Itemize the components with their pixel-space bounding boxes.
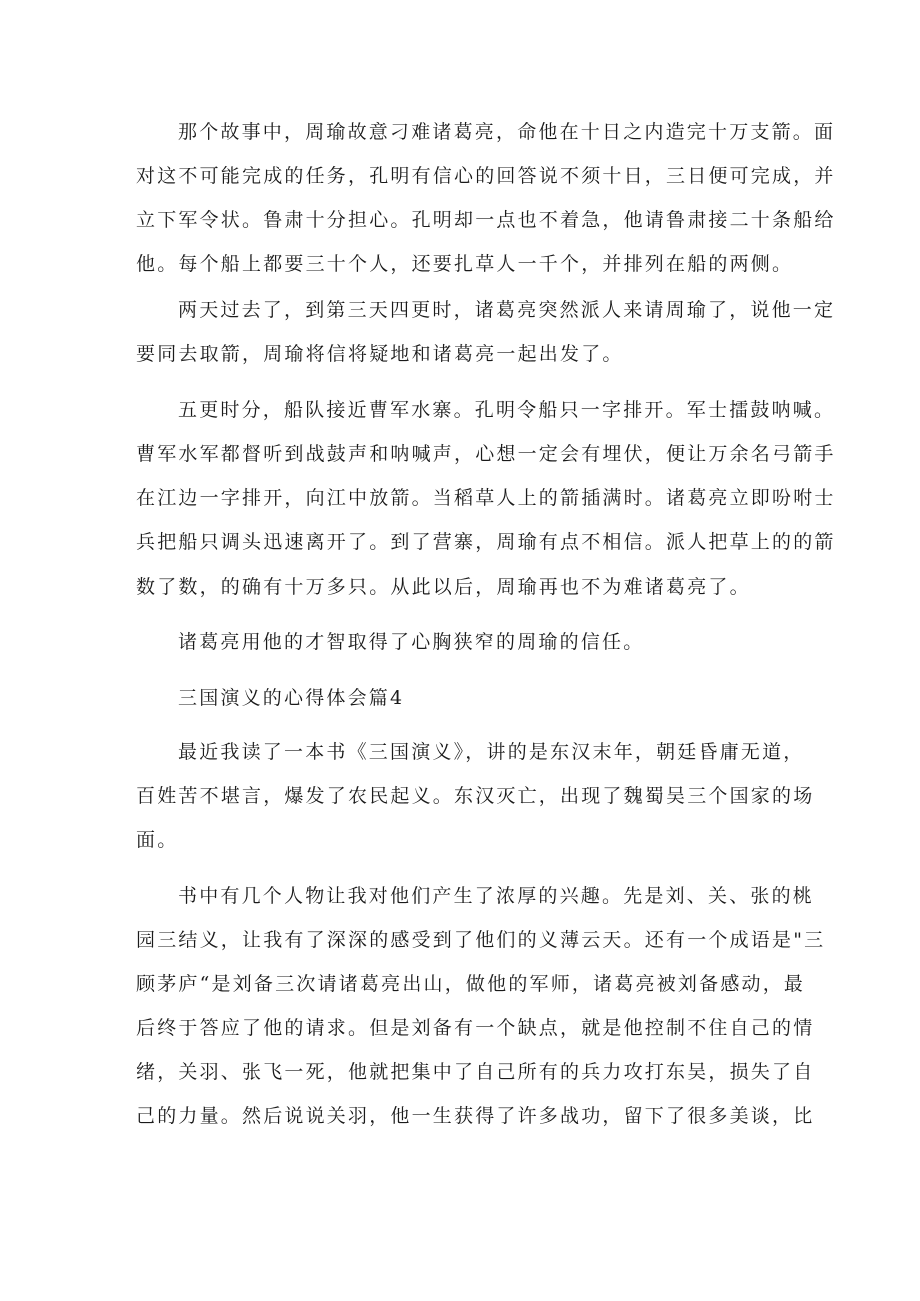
text-line: 最近我读了一本书《三国演义》，讲的是东汉末年，朝廷昏庸无道， [178, 741, 805, 763]
text-line: 书中有几个人物让我对他们产生了浓厚的兴趣。先是刘、关、张的桃 [178, 885, 815, 907]
text-line: 诸葛亮用他的才智取得了心胸狭窄的周瑜的信任。 [178, 631, 645, 653]
text-line: 曹军水军都督听到战鼓声和呐喊声，心想一定会有埋伏，便让万余名弓箭手 [136, 443, 836, 465]
text-line: 园三结义，让我有了深深的感受到了他们的义薄云天。还有一个成语是"三 [136, 929, 826, 951]
text-line: 兵把船只调头迅速离开了。到了营寨，周瑜有点不相信。派人把草上的的箭 [136, 531, 836, 553]
text-line: 两天过去了，到第三天四更时，诸葛亮突然派人来请周瑜了，说他一定 [178, 299, 836, 321]
text-line: 对这不可能完成的任务，孔明有信心的回答说不须十日，三日便可完成，并 [136, 165, 836, 187]
text-line: 面。 [136, 829, 179, 851]
text-line: 数了数，的确有十万多只。从此以后，周瑜再也不为难诸葛亮了。 [136, 576, 751, 598]
text-line: 绪，关羽、张飞一死，他就把集中了自己所有的兵力攻打东吴，损失了自 [136, 1061, 815, 1083]
text-line: 后终于答应了他的请求。但是刘备有一个缺点，就是他控制不住自己的情 [136, 1017, 815, 1039]
section-heading: 三国演义的心得体会篇4 [178, 687, 405, 709]
text-line: 顾茅庐“是刘备三次请诸葛亮出山，做他的军师，诸葛亮被刘备感动，最 [136, 973, 806, 995]
text-line: 立下军令状。鲁肃十分担心。孔明却一点也不着急，他请鲁肃接二十条船给 [136, 209, 836, 231]
text-line: 百姓苦不堪言，爆发了农民起义。东汉灭亡，出现了魏蜀吴三个国家的场 [136, 785, 815, 807]
text-line: 在江边一字排开，向江中放箭。当稻草人上的箭插满时。诸葛亮立即吩咐士 [136, 487, 836, 509]
text-line: 要同去取箭，周瑜将信将疑地和诸葛亮一起出发了。 [136, 343, 624, 365]
text-line: 那个故事中，周瑜故意刁难诸葛亮，命他在十日之内造完十万支箭。面 [178, 121, 836, 143]
text-line: 己的力量。然后说说关羽，他一生获得了许多战功，留下了很多美谈，比 [136, 1105, 815, 1127]
text-line: 他。每个船上都要三十个人，还要扎草人一千个，并排列在船的两侧。 [136, 253, 794, 275]
text-line: 五更时分，船队接近曹军水寨。孔明令船只一字排开。军士擂鼓呐喊。 [178, 399, 836, 421]
